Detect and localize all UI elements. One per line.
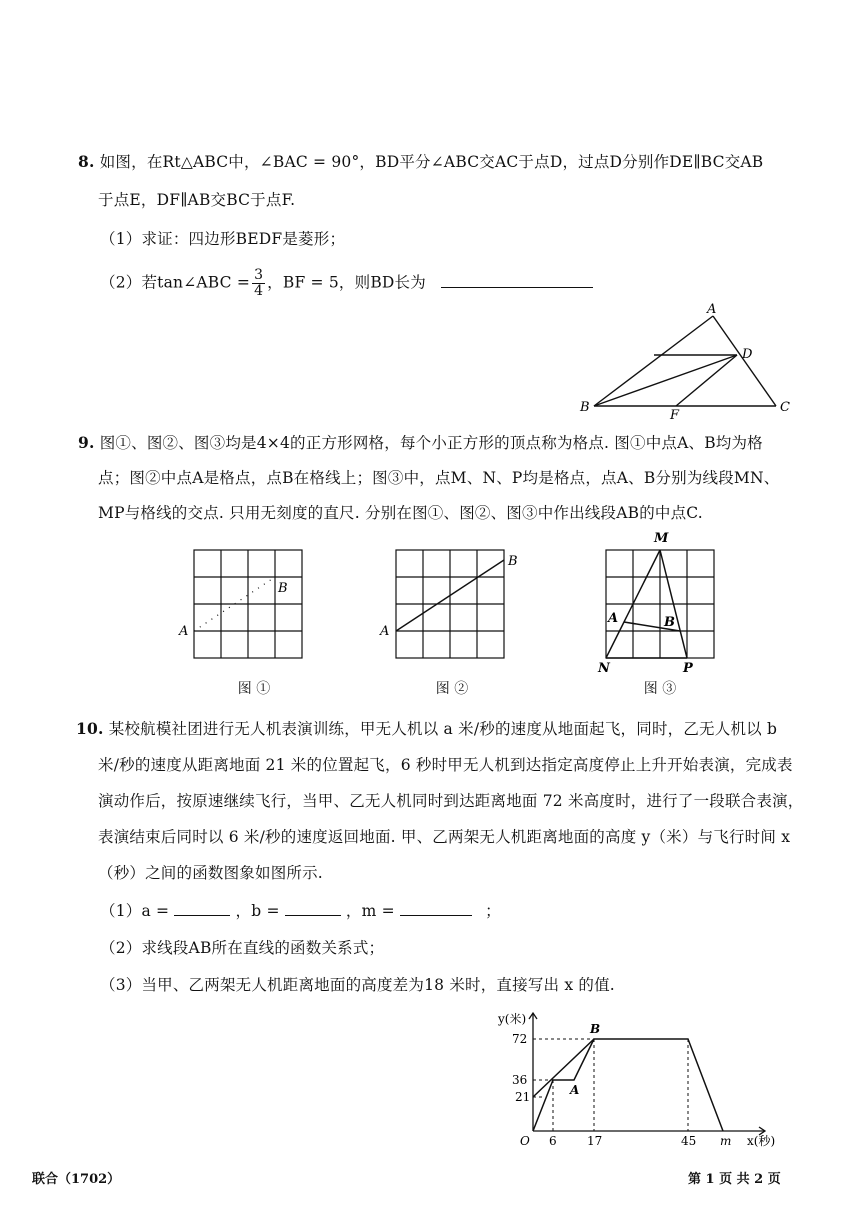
q9-grid-3-lines xyxy=(606,550,714,658)
q10-point-a-label: A xyxy=(570,1083,580,1097)
q10-text-line2: 米/秒的速度从距离地面 21 米的位置起飞，6 秒时甲无人机到达指定高度停止上升开始表演，完成表 xyxy=(98,756,793,774)
q8-part1: （1）求证：四边形BEDF是菱形； xyxy=(100,230,346,248)
q10-x-axis-label: x(秒) xyxy=(747,1134,776,1147)
q9-fig1-label-a: A xyxy=(179,624,189,639)
q9-grid-2-lines xyxy=(396,550,504,658)
q8-segment-df xyxy=(676,355,737,406)
q10-part1-m-label: ，m = xyxy=(345,902,395,920)
q10-y-tick-21: 21 xyxy=(515,1090,531,1104)
q10-answer-m-blank[interactable] xyxy=(400,900,472,916)
q10-part3: （3）当甲、乙两架无人机距离地面的高度差为18 米时，直接写出 x 的值. xyxy=(100,976,615,994)
q9-fig2-caption: 图 ② xyxy=(435,681,469,697)
q10-guide-lines xyxy=(533,1039,688,1131)
q10-answer-a-blank[interactable] xyxy=(174,900,230,916)
q10-part1 xyxy=(100,899,501,923)
q8-label-c: C xyxy=(780,400,790,415)
q9-grid-figure-1 xyxy=(174,545,314,667)
q8-number: 8. xyxy=(78,152,95,171)
q9-fig3-label-p: P xyxy=(683,661,693,674)
q10-origin-label: O xyxy=(520,1134,530,1147)
q9-fig3-label-m: M xyxy=(654,531,669,546)
q10-point-b-label: B xyxy=(590,1022,601,1036)
q8-fraction xyxy=(252,268,265,299)
q8-frac-numerator: 3 xyxy=(254,267,264,283)
q10-text-line1: 某校航模社团进行无人机表演训练，甲无人机以 a 米/秒的速度从地面起飞，同时，乙无人机以 b xyxy=(108,720,778,738)
q10-part1-a-label: （1）a = xyxy=(100,902,170,920)
q8-label-f: F xyxy=(670,408,680,422)
q8-triangle-figure xyxy=(576,300,798,422)
q8-text-line2: 于点E，DF∥AB交BC于点F. xyxy=(98,191,296,209)
q8-label-b: B xyxy=(580,400,590,415)
footer-left: 联合（1702） xyxy=(32,1172,121,1187)
q9-fig3-label-a: A xyxy=(608,611,619,626)
q10-line-yi xyxy=(533,1039,723,1131)
q8-segment-bd xyxy=(594,355,737,406)
q9-fig1-caption: 图 ① xyxy=(237,681,271,697)
q9-text-line2: 点；图②中点A是格点，点B在格线上；图③中，点M、N、P均是格点，点A、B分别为线段MN、 xyxy=(98,469,780,487)
q8-text-line1: 如图，在Rt△ABC中，∠BAC = 90°，BD平分∠ABC交AC于点D，过点D分别作DE∥BC交AB xyxy=(99,153,764,171)
q10-x-tick-6: 6 xyxy=(549,1134,557,1147)
q10-text-line4: 表演结束后同时以 6 米/秒的速度返回地面. 甲、乙两架无人机距离地面的高度 y（米）与飞行时间 x xyxy=(98,828,791,846)
q9-line1 xyxy=(78,431,763,455)
q9-text-line3: MP与格线的交点. 只用无刻度的直尺. 分别在图①、图②、图③中作出线段AB的中点C. xyxy=(98,504,703,522)
q10-number: 10. xyxy=(76,719,104,738)
q10-text-line3: 演动作后，按原速继续飞行，当甲、乙无人机同时到达距离地面 72 米高度时，进行了一段联合表演， xyxy=(98,792,804,810)
q8-part2-suffix: ，BF = 5，则BD长为 xyxy=(267,273,426,292)
q10-function-graph xyxy=(490,1005,790,1147)
q9-number: 9. xyxy=(78,433,95,452)
q10-x-tick-45: 45 xyxy=(681,1134,697,1147)
q8-part2 xyxy=(100,268,593,299)
q10-y-axis-label: y(米) xyxy=(498,1012,527,1026)
q8-segment-ba xyxy=(594,316,713,406)
q9-grid-figure-2 xyxy=(378,545,528,667)
q9-fig3-label-n: N xyxy=(598,661,610,674)
q8-answer-blank[interactable] xyxy=(441,272,593,288)
q10-part1-b-label: ，b = xyxy=(235,902,280,920)
q9-text-line1: 图①、图②、图③均是4×4的正方形网格，每个小正方形的顶点称为格点. 图①中点A、B均为格 xyxy=(99,434,763,452)
q9-fig2-label-a: A xyxy=(380,624,390,639)
q9-grid-figure-3 xyxy=(594,528,724,674)
q10-y-tick-72: 72 xyxy=(512,1032,528,1046)
q9-fig1-label-b: B xyxy=(278,581,288,596)
q10-part1-end: ； xyxy=(485,902,501,920)
q10-answer-b-blank[interactable] xyxy=(285,900,341,916)
q8-line1 xyxy=(78,150,763,174)
q10-x-tick-17: 17 xyxy=(587,1134,603,1147)
q9-fig3-caption: 图 ③ xyxy=(643,681,677,697)
q8-label-a: A xyxy=(707,302,717,317)
q9-fig2-label-b: B xyxy=(508,554,518,569)
q10-y-tick-36: 36 xyxy=(512,1073,528,1087)
footer-page-number: 第 1 页 共 2 页 xyxy=(688,1172,781,1187)
q10-line1 xyxy=(76,717,777,741)
q10-line-jia xyxy=(533,1039,594,1131)
q8-frac-denominator: 4 xyxy=(254,283,264,299)
q8-part2-prefix: （2）若tan∠ABC = xyxy=(100,273,251,292)
q10-part2: （2）求线段AB所在直线的函数关系式； xyxy=(100,939,385,957)
q9-grid-1-lines xyxy=(194,550,302,658)
q9-fig3-label-b: B xyxy=(664,615,675,630)
q10-text-line5: （秒）之间的函数图象如图所示. xyxy=(98,864,323,882)
q8-label-d: D xyxy=(742,347,753,362)
q10-x-tick-m: m xyxy=(720,1134,732,1147)
